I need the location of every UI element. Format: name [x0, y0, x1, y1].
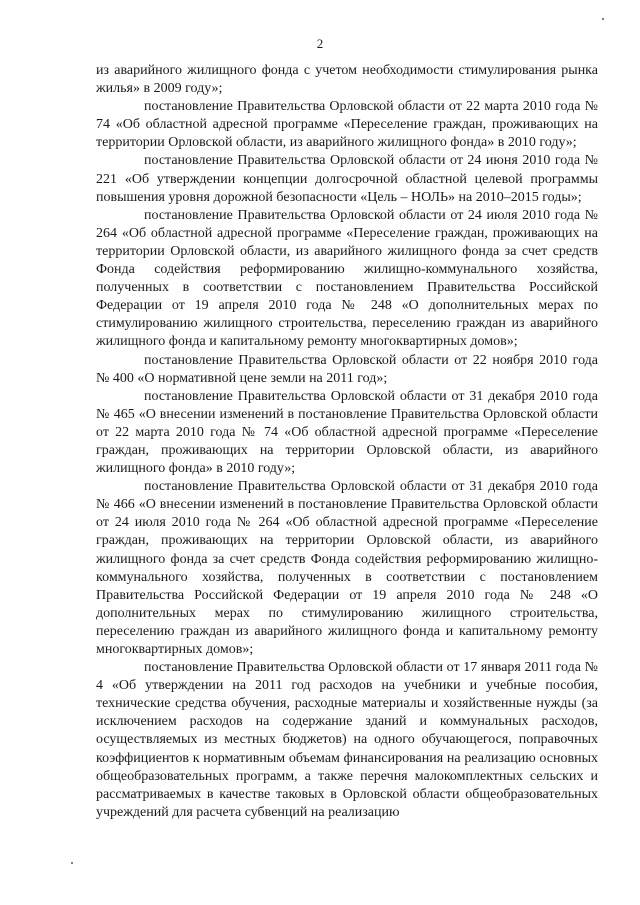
page-number: 2 [316, 36, 324, 51]
paragraph: постановление Правительства Орловской области от 24 июля 2010 года № 264 «Об областной адресной программе «Переселение граждан, проживающих на территории Орловской области, из аварийного жилищного фонда за счет средств Фонда содействия реформированию жилищно-коммунального хозяйства, полученных в соответствии с постановлением Правительства Российской Федерации от 19 апреля 2010 года № 248 «О дополнительных мерах по стимулированию жилищного строительства, переселению граждан из аварийного жилищного фонда и капитальному ремонту многоквартирных домов»; [96, 207, 598, 350]
paragraph: постановление Правительства Орловской области от 31 декабря 2010 года № 465 «О внесении изменений в постановление Правительства Орловской области от 22 марта 2010 года № 74 «Об областной адресной программе «Переселение граждан, проживающих на территории Орловской области, из аварийного жилищного фонда» в 2010 году»; [96, 388, 598, 477]
scan-speck [602, 18, 604, 20]
paragraph: постановление Правительства Орловской области от 22 марта 2010 года № 74 «Об областной адресной программе «Переселение граждан, проживающих на территории Орловской области, из аварийного жилищного фонда» в 2010 году»; [96, 99, 598, 151]
paragraph: постановление Правительства Орловской области от 24 июня 2010 года № 221 «Об утверждении концепции долгосрочной областной целевой программы повышения уровня дорожной безопасности «Цель – НОЛЬ» на 2010–2015 годы»; [96, 153, 598, 205]
scan-speck [71, 862, 73, 864]
document-body [96, 62, 598, 822]
paragraph: постановление Правительства Орловской области от 22 ноября 2010 года № 400 «О нормативной цене земли на 2011 год»; [96, 352, 598, 386]
paragraph: постановление Правительства Орловской области от 31 декабря 2010 года № 466 «О внесении изменений в постановление Правительства Орловской области от 24 июля 2010 года № 264 «Об областной адресной программе «Переселение граждан, проживающих на территории Орловской области, из аварийного жилищного фонда за счет средств Фонда содействия реформированию жилищно-коммунального хозяйства, полученных в соответствии с постановлением Правительства Российской Федерации от 19 апреля 2010 года № 248 «О дополнительных мерах по стимулированию жилищного строительства, переселению граждан из аварийного жилищного фонда и капитальному ремонту многоквартирных домов»; [96, 479, 598, 657]
paragraph: постановление Правительства Орловской области от 17 января 2011 года № 4 «Об утверждении на 2011 год расходов на учебники и учебные пособия, технические средства обучения, расходные материалы и хозяйственные нужды (за исключением расходов на содержание зданий и коммунальных расходов, осуществляемых из местных бюджетов) на одного обучающегося, поправочных коэффициентов к нормативным объемам финансирования на реализацию основных общеобразовательных программ, а также перечня малокомплектных сельских и рассматриваемых в качестве таковых в Орловской области общеобразовательных учреждений для расчета субвенций на реализацию [96, 660, 598, 820]
paragraph: из аварийного жилищного фонда с учетом необходимости стимулирования рынка жилья» в 2009 году»; [96, 63, 598, 97]
